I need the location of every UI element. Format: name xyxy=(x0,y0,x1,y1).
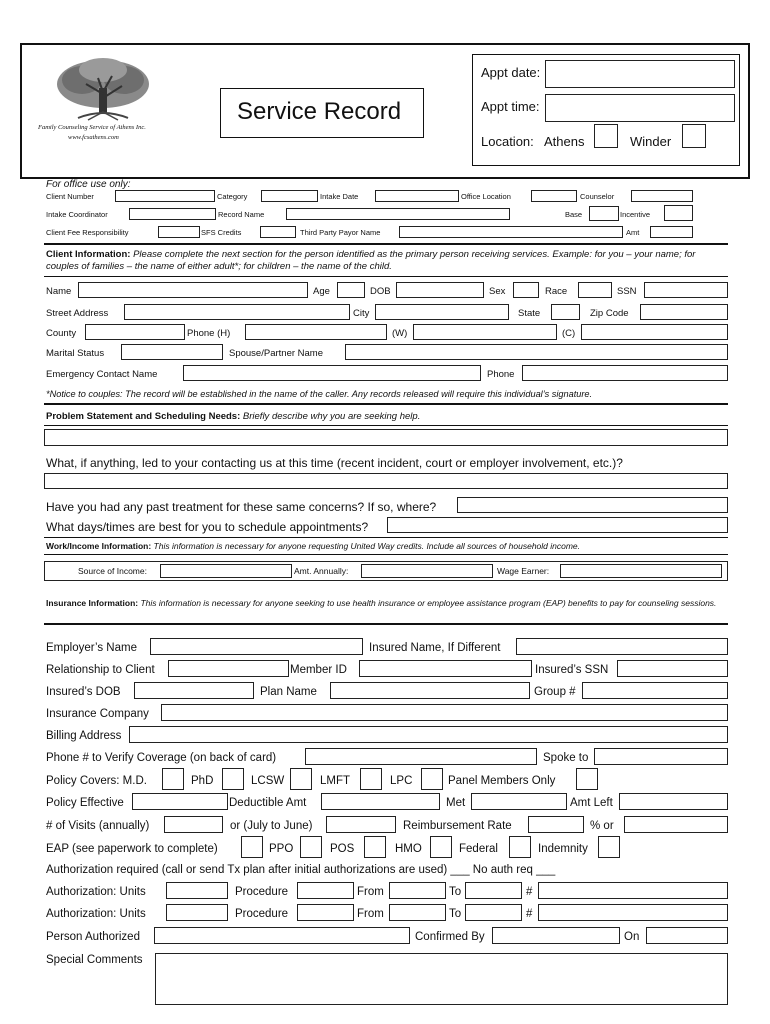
to-field-2[interactable] xyxy=(465,904,522,921)
wage-earner-label: Wage Earner: xyxy=(497,566,550,576)
procedure-label: Procedure xyxy=(235,908,289,920)
logo-website: www.fcsathens.com xyxy=(68,134,119,141)
divider xyxy=(44,403,728,405)
sex-field[interactable] xyxy=(513,282,539,298)
auth-required-label: Authorization required (call or send Tx plan after initial authorizations are used) ___ No auth req ___ xyxy=(46,864,556,876)
deductible-field[interactable] xyxy=(321,793,440,810)
notice-text: *Notice to couples: The record will be established in the name of the caller. Any records released will require this individual’s signature. xyxy=(46,389,593,399)
category-field[interactable] xyxy=(261,190,318,202)
problem-field[interactable] xyxy=(44,429,728,446)
amt-left-label: Amt Left xyxy=(570,797,613,809)
relationship-label: Relationship to Client xyxy=(46,664,155,676)
q1-field[interactable] xyxy=(44,473,728,489)
name-label: Name xyxy=(46,286,72,297)
client-number-label: Client Number xyxy=(46,192,94,201)
work-intro-text: This information is necessary for anyone requesting United Way credits. Include all sources of household income. xyxy=(153,541,581,551)
state-label: State xyxy=(518,308,541,319)
age-label: Age xyxy=(313,286,330,297)
sfs-credits-field[interactable] xyxy=(260,226,296,238)
source-field[interactable] xyxy=(160,564,292,578)
client-intro xyxy=(46,249,726,273)
july-label: or (July to June) xyxy=(230,820,313,832)
county-label: County xyxy=(46,328,77,339)
location-label: Location: xyxy=(481,134,534,149)
effective-field[interactable] xyxy=(132,793,228,810)
from-field-1[interactable] xyxy=(389,882,446,899)
third-party-label: Third Party Payor Name xyxy=(300,228,381,237)
federal-checkbox[interactable] xyxy=(509,836,531,858)
base-label: Base xyxy=(565,210,583,219)
work-heading: Work/Income Information: xyxy=(46,541,152,551)
amt-annually-field[interactable] xyxy=(361,564,493,578)
appt-date-label: Appt date: xyxy=(481,65,541,80)
auth-units-field-1[interactable] xyxy=(166,882,228,899)
amt-field[interactable] xyxy=(650,226,693,238)
emergency-phone-label: Phone xyxy=(487,369,515,380)
insured-name-field[interactable] xyxy=(516,638,728,655)
on-field[interactable] xyxy=(646,927,728,944)
procedure-field-1[interactable] xyxy=(297,882,354,899)
office-location-field[interactable] xyxy=(531,190,577,202)
special-comments-field[interactable] xyxy=(155,953,728,1005)
q2-field[interactable] xyxy=(457,497,728,513)
phone-w-field[interactable] xyxy=(413,324,557,340)
auth-units-field-2[interactable] xyxy=(166,904,228,921)
confirmed-field[interactable] xyxy=(492,927,620,944)
city-label: City xyxy=(353,308,370,319)
tree-logo-icon xyxy=(38,54,168,126)
zip-field[interactable] xyxy=(640,304,728,320)
reimb-label: Reimbursement Rate xyxy=(403,820,512,832)
problem-heading: Problem Statement and Scheduling Needs: xyxy=(46,411,241,422)
work-intro xyxy=(46,541,580,551)
reimb-field[interactable] xyxy=(528,816,584,833)
wage-earner-field[interactable] xyxy=(560,564,722,578)
group-field[interactable] xyxy=(582,682,728,699)
company-field[interactable] xyxy=(161,704,728,721)
pct-or-label: % or xyxy=(590,820,614,832)
q3-label: What days/times are best for you to schedule appointments? xyxy=(46,520,369,534)
problem-intro-text: Briefly describe why you are seeking help. xyxy=(242,411,421,422)
auth-number-field-1[interactable] xyxy=(538,882,728,899)
intake-date-field[interactable] xyxy=(375,190,459,202)
federal-label: Federal xyxy=(459,843,498,855)
company-label: Insurance Company xyxy=(46,708,149,720)
emergency-label: Emergency Contact Name xyxy=(46,369,158,380)
street-label: Street Address xyxy=(46,308,109,319)
ppo-label: PPO xyxy=(269,843,294,855)
auth-units-label: Authorization: Units xyxy=(46,886,146,898)
hash-label: # xyxy=(526,886,533,898)
auth-number-field-2[interactable] xyxy=(538,904,728,921)
met-label: Met xyxy=(446,797,466,809)
md-checkbox[interactable] xyxy=(162,768,184,790)
office-location-label: Office Location xyxy=(461,192,511,201)
visits-field[interactable] xyxy=(164,816,223,833)
insurance-heading: Insurance Information: xyxy=(46,598,139,608)
lcsw-checkbox[interactable] xyxy=(290,768,312,790)
lmft-checkbox[interactable] xyxy=(360,768,382,790)
appt-time-field[interactable] xyxy=(545,94,735,122)
deductible-label: Deductible Amt xyxy=(229,797,307,809)
insurance-intro xyxy=(46,598,726,609)
hmo-checkbox[interactable] xyxy=(430,836,452,858)
logo xyxy=(38,54,168,159)
incentive-label: Incentive xyxy=(620,210,651,219)
phd-label: PhD xyxy=(191,775,214,787)
indemnity-checkbox[interactable] xyxy=(598,836,620,858)
dob-label: DOB xyxy=(370,286,391,297)
amt-annually-label: Amt. Annually: xyxy=(294,566,349,576)
phone-c-field[interactable] xyxy=(581,324,728,340)
plan-name-label: Plan Name xyxy=(260,686,317,698)
hmo-label: HMO xyxy=(395,843,422,855)
q2-label: Have you had any past treatment for these same concerns? If so, where? xyxy=(46,500,437,514)
member-id-label: Member ID xyxy=(290,664,347,676)
lcsw-label: LCSW xyxy=(251,775,285,787)
member-id-field[interactable] xyxy=(359,660,532,677)
pos-label: POS xyxy=(330,843,355,855)
employer-label: Employer’s Name xyxy=(46,642,137,654)
phone-verify-label: Phone # to Verify Coverage (on back of card) xyxy=(46,752,277,764)
third-party-field[interactable] xyxy=(399,226,623,238)
special-label: Special Comments xyxy=(46,954,143,966)
counselor-label: Counselor xyxy=(580,192,615,201)
lpc-checkbox[interactable] xyxy=(421,768,443,790)
from-label: From xyxy=(357,886,384,898)
intake-coordinator-label: Intake Coordinator xyxy=(46,210,108,219)
record-name-label: Record Name xyxy=(218,210,265,219)
met-field[interactable] xyxy=(471,793,567,810)
visits-label: # of Visits (annually) xyxy=(46,820,150,832)
emergency-field[interactable] xyxy=(183,365,481,381)
ppo-checkbox[interactable] xyxy=(300,836,322,858)
lmft-label: LMFT xyxy=(320,775,351,787)
incentive-field[interactable] xyxy=(664,205,693,221)
client-fee-label: Client Fee Responsibility xyxy=(46,228,129,237)
client-heading: Client Information: xyxy=(46,249,131,260)
logo-caption: Family Counseling Service of Athens Inc. xyxy=(38,124,146,131)
name-field[interactable] xyxy=(78,282,308,298)
confirmed-label: Confirmed By xyxy=(415,931,485,943)
divider xyxy=(44,276,728,277)
ssn-field[interactable] xyxy=(644,282,728,298)
phone-w-label: (W) xyxy=(392,328,408,339)
source-label: Source of Income: xyxy=(78,566,147,576)
spouse-label: Spouse/Partner Name xyxy=(229,348,323,359)
panel-label: Panel Members Only xyxy=(448,775,556,787)
divider xyxy=(44,243,728,245)
divider xyxy=(44,425,728,426)
problem-intro xyxy=(46,411,420,422)
policy-covers-label: Policy Covers: M.D. xyxy=(46,775,147,787)
from-label: From xyxy=(357,908,384,920)
billing-field[interactable] xyxy=(129,726,728,743)
amt-left-field[interactable] xyxy=(619,793,728,810)
category-label: Category xyxy=(217,192,248,201)
dob-field[interactable] xyxy=(396,282,484,298)
relationship-field[interactable] xyxy=(168,660,289,677)
spoke-to-label: Spoke to xyxy=(543,752,589,764)
record-name-field[interactable] xyxy=(286,208,510,220)
sfs-credits-label: SFS Credits xyxy=(201,228,242,237)
appt-time-label: Appt time: xyxy=(481,99,540,114)
marital-field[interactable] xyxy=(121,344,223,360)
auth-units-label: Authorization: Units xyxy=(46,908,146,920)
panel-checkbox[interactable] xyxy=(576,768,598,790)
insured-ssn-field[interactable] xyxy=(617,660,728,677)
pos-checkbox[interactable] xyxy=(364,836,386,858)
divider xyxy=(44,537,728,538)
phd-checkbox[interactable] xyxy=(222,768,244,790)
insurance-intro-text: This information is necessary for anyone seeking to use health insurance or employee assistance program (EAP) benefits to pay for counseling sessions. xyxy=(140,598,717,608)
athens-checkbox[interactable] xyxy=(594,124,618,148)
effective-label: Policy Effective xyxy=(46,797,124,809)
july-field[interactable] xyxy=(326,816,396,833)
winder-checkbox[interactable] xyxy=(682,124,706,148)
phone-h-field[interactable] xyxy=(245,324,387,340)
eap-checkbox[interactable] xyxy=(241,836,263,858)
client-number-field[interactable] xyxy=(115,190,215,202)
procedure-field-2[interactable] xyxy=(297,904,354,921)
intake-coordinator-field[interactable] xyxy=(129,208,216,220)
eap-label: EAP (see paperwork to complete) xyxy=(46,843,218,855)
marital-label: Marital Status xyxy=(46,348,105,359)
location-winder-label: Winder xyxy=(630,134,672,149)
location-athens-label: Athens xyxy=(544,134,585,149)
person-auth-field[interactable] xyxy=(154,927,410,944)
indemnity-label: Indemnity xyxy=(538,843,588,855)
race-label: Race xyxy=(545,286,568,297)
group-label: Group # xyxy=(534,686,576,698)
age-field[interactable] xyxy=(337,282,365,298)
divider xyxy=(44,554,728,555)
client-intro-text: Please complete the next section for the person identified as the primary person receiving services. Example: for you – your name; for couples of families – the name of either adult*; for children – the name of the child. xyxy=(46,249,696,272)
plan-name-field[interactable] xyxy=(330,682,530,699)
sex-label: Sex xyxy=(489,286,506,297)
zip-label: Zip Code xyxy=(590,308,629,319)
hash-label: # xyxy=(526,908,533,920)
insured-dob-field[interactable] xyxy=(134,682,254,699)
client-fee-field[interactable] xyxy=(158,226,200,238)
billing-label: Billing Address xyxy=(46,730,122,742)
q3-field[interactable] xyxy=(387,517,728,533)
lpc-label: LPC xyxy=(390,775,413,787)
person-auth-label: Person Authorized xyxy=(46,931,140,943)
to-label: To xyxy=(449,886,462,898)
phone-verify-field[interactable] xyxy=(305,748,537,765)
state-field[interactable] xyxy=(551,304,580,320)
office-heading: For office use only: xyxy=(46,179,131,190)
race-field[interactable] xyxy=(578,282,612,298)
county-field[interactable] xyxy=(85,324,185,340)
insured-dob-label: Insured’s DOB xyxy=(46,686,121,698)
emergency-phone-field[interactable] xyxy=(522,365,728,381)
phone-h-label: Phone (H) xyxy=(187,328,231,339)
phone-c-label: (C) xyxy=(562,328,576,339)
spoke-to-field[interactable] xyxy=(594,748,728,765)
ssn-label: SSN xyxy=(617,286,637,297)
spouse-field[interactable] xyxy=(345,344,728,360)
page-title: Service Record xyxy=(237,98,402,125)
q1-label: What, if anything, led to your contacting us at this time (recent incident, court or employer involvement, etc.)? xyxy=(46,456,623,470)
procedure-label: Procedure xyxy=(235,886,289,898)
insured-name-label: Insured Name, If Different xyxy=(369,642,501,654)
insured-ssn-label: Insured’s SSN xyxy=(535,664,609,676)
appt-date-field[interactable] xyxy=(545,60,735,88)
street-field[interactable] xyxy=(124,304,350,320)
city-field[interactable] xyxy=(375,304,509,320)
to-label: To xyxy=(449,908,462,920)
employer-field[interactable] xyxy=(150,638,363,655)
base-field[interactable] xyxy=(589,206,619,221)
counselor-field[interactable] xyxy=(631,190,693,202)
divider xyxy=(44,623,728,625)
on-label: On xyxy=(624,931,640,943)
amt-label: Amt xyxy=(626,228,640,237)
intake-date-label: Intake Date xyxy=(320,192,359,201)
to-field-1[interactable] xyxy=(465,882,522,899)
pct-or-field[interactable] xyxy=(624,816,728,833)
from-field-2[interactable] xyxy=(389,904,446,921)
